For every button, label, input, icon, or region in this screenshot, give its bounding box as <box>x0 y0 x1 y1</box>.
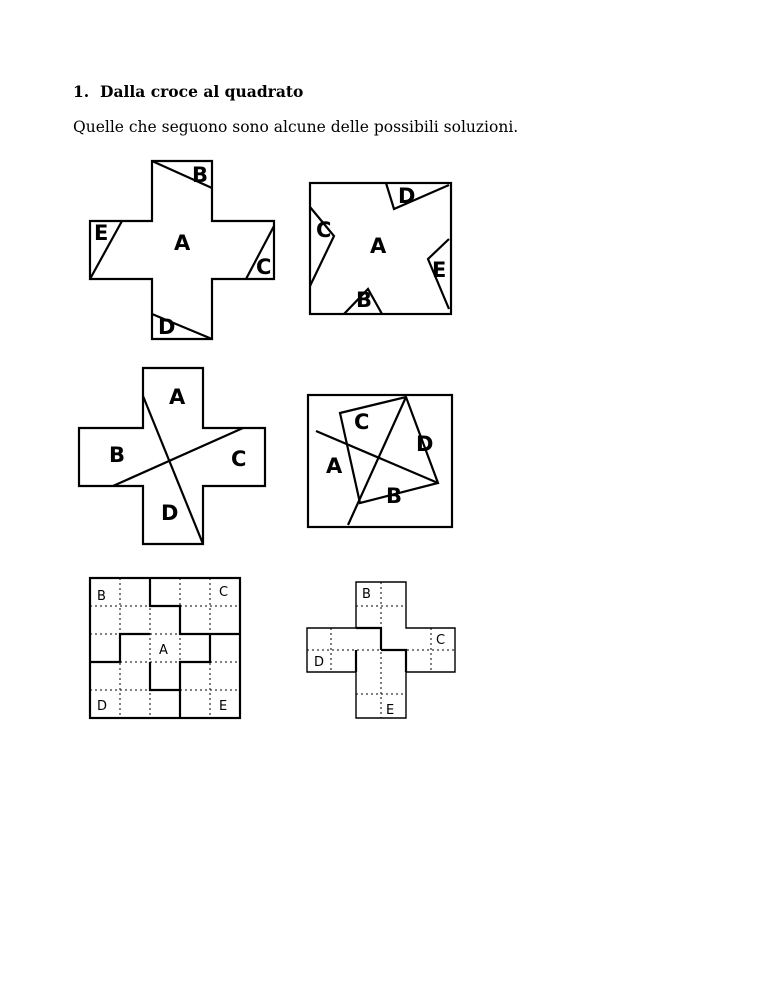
cut-bottom <box>90 634 150 662</box>
piece-label-b: B <box>97 589 106 604</box>
figure-square-tilted <box>306 393 454 529</box>
figure-grid-square <box>85 574 245 720</box>
piece-label-d: D <box>416 432 434 456</box>
piece-label-c: C <box>219 585 229 600</box>
section-title: Dalla croce al quadrato <box>100 82 304 101</box>
piece-d-outline <box>386 183 449 209</box>
piece-label-e: E <box>386 703 395 718</box>
piece-label-c: C <box>354 410 370 434</box>
piece-label-a: A <box>159 643 168 658</box>
figure-cross-diagonals <box>75 366 271 546</box>
figure-square-triangles <box>308 181 454 317</box>
piece-label-a: A <box>370 234 387 258</box>
figure-grid-cross <box>306 578 458 720</box>
piece-label-b: B <box>356 288 373 312</box>
piece-label-d: D <box>161 501 179 525</box>
cut-line-2 <box>113 428 243 486</box>
intro-paragraph: Quelle che seguono sono alcune delle possibili soluzioni. <box>73 118 519 136</box>
piece-label-c: C <box>436 633 446 648</box>
piece-label-c: C <box>256 255 272 279</box>
piece-label-b: B <box>386 484 403 508</box>
cut-bold-1 <box>356 628 381 650</box>
piece-label-b: B <box>192 163 209 187</box>
section-number: 1. <box>73 82 90 101</box>
piece-label-b: B <box>362 587 371 602</box>
piece-label-d: D <box>158 315 176 339</box>
piece-label-e: E <box>94 221 109 245</box>
piece-label-d: D <box>97 699 108 714</box>
cut-bold-2 <box>381 650 406 672</box>
piece-label-d: D <box>398 184 416 208</box>
piece-label-a: A <box>169 385 186 409</box>
piece-label-a: A <box>326 454 343 478</box>
piece-label-e: E <box>432 258 447 282</box>
figure-cross-triangles <box>86 158 282 342</box>
section-heading <box>73 82 303 101</box>
piece-label-e: E <box>219 699 228 714</box>
piece-label-c: C <box>316 218 332 242</box>
piece-label-a: A <box>174 231 191 255</box>
piece-label-c: C <box>231 447 247 471</box>
piece-label-b: B <box>109 443 126 467</box>
piece-label-d: D <box>314 655 325 670</box>
